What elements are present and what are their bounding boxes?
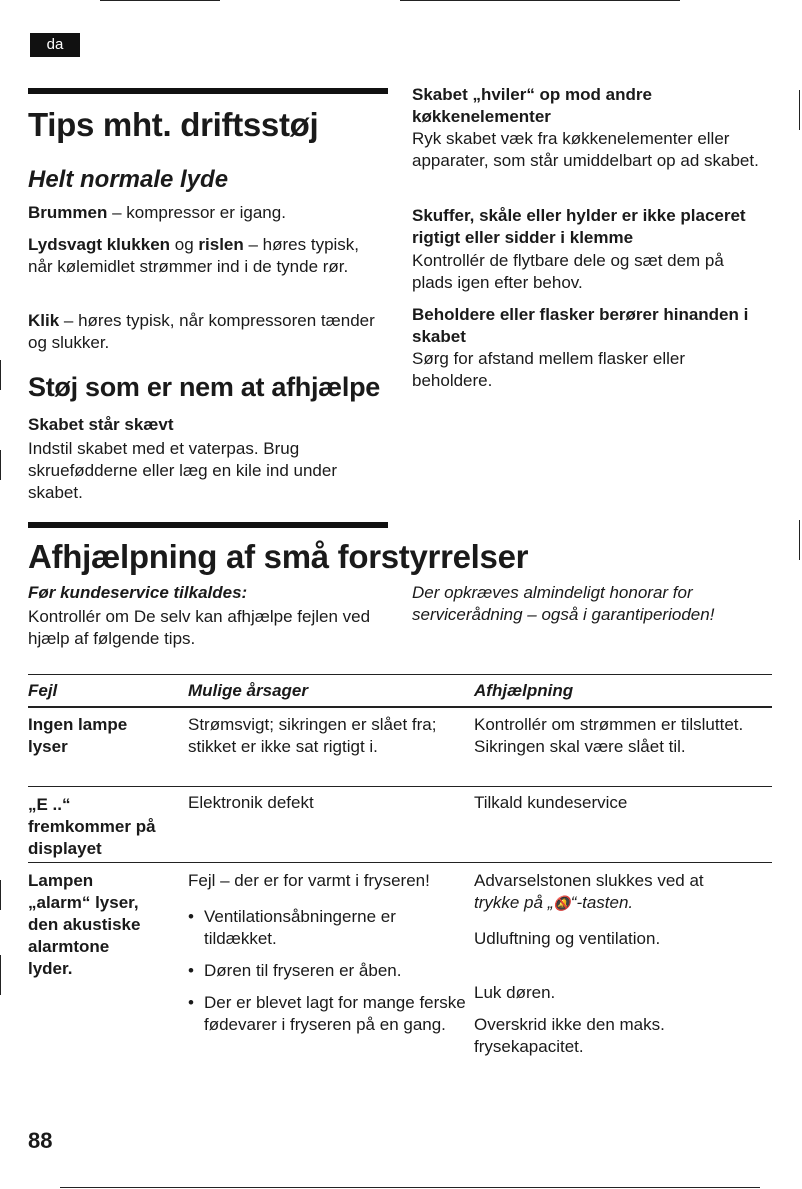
table-row: [28, 870, 772, 1110]
language-badge: da: [30, 33, 80, 57]
fixable-item-title: Skuffer, skåle eller hylder er ikke placeret rigtigt eller sidder i klemme: [412, 206, 746, 247]
remedy-cell: [474, 870, 772, 1068]
scan-edge-mark: [0, 955, 1, 995]
scan-edge-mark: [400, 0, 680, 1]
section-rule: [28, 88, 388, 94]
table-header-row: [28, 680, 772, 704]
section-title-faults: Afhjælpning af små forstyrrelser: [28, 538, 529, 575]
fixable-item-text: Sørg for afstand mellem flasker eller beholdere.: [412, 349, 686, 390]
table-row-rule: [28, 862, 772, 863]
normal-sound-item: Lydsvagt klukken og rislen – høres typisk, når kølemidlet strømmer ind i de tynde rør.: [28, 235, 360, 276]
fixable-item-text: Ryk skabet væk fra køkkenelementer eller apparater, som står umiddelbart op ad skabet.: [412, 129, 759, 170]
service-fee-note: Der opkræves almindeligt honorar for servicerådning – også i garantiperioden!: [412, 583, 715, 624]
cause-cell: Elektronik defekt: [188, 793, 314, 812]
cause-list: [188, 906, 468, 1036]
fixable-item-text: Indstil skabet med et vaterpas. Brug skruefødderne eller læg en kile ind under skabet.: [28, 439, 338, 502]
fixable-item-title: Skabet „hviler“ op mod andre køkkenelementer: [412, 85, 652, 126]
table-row-rule: [28, 786, 772, 787]
scan-edge-mark: [60, 1187, 760, 1188]
cause-cell: Strømsvigt; sikringen er slået fra; stikket er ikke sat rigtigt i.: [188, 715, 437, 756]
scan-edge-mark: [100, 0, 220, 1]
fixable-item-title: Beholdere eller flasker berører hinanden i skabet: [412, 305, 749, 346]
list-item: • Døren til fryseren er åben.: [188, 960, 468, 982]
remedy-cell: Kontrollér om strømmen er tilsluttet. Sikringen skal være slået til.: [474, 715, 744, 756]
fault-cell: Lampen „alarm“ lyser, den akustiske alarmtone lyder.: [28, 871, 141, 978]
list-item: • Der er blevet lagt for mange ferske fødevarer i fryseren på en gang.: [188, 992, 468, 1036]
header-cause: Mulige årsager: [188, 681, 308, 700]
table-top-rule: [28, 674, 772, 675]
list-item: • Ventilationsåbningerne er tildækket.: [188, 906, 468, 950]
normal-sounds-heading: Helt normale lyde: [28, 166, 229, 193]
cause-heading: Fejl – der er for varmt i fryseren!: [188, 871, 430, 890]
header-fault: Fejl: [28, 681, 58, 700]
normal-sound-item: Klik – høres typisk, når kompressoren tænder og slukker.: [28, 311, 375, 352]
fault-cell: „E ..“ fremkommer på displayet: [28, 795, 156, 858]
section-title-noise: Tips mht. driftsstøj: [28, 106, 319, 143]
remedy-heading: Advarselstonen slukkes ved at trykke på „🔕“-tasten.: [474, 871, 704, 912]
page-number: 88: [28, 1128, 53, 1153]
section-rule: [28, 522, 388, 528]
cause-cell: [188, 870, 468, 1046]
scan-edge-mark: [799, 520, 800, 560]
remedy-cell: Tilkald kundeservice: [474, 793, 628, 812]
intro-heading: Før kundeservice tilkaldes:: [28, 583, 248, 602]
intro-text: Kontrollér om De selv kan afhjælpe fejlen ved hjælp af følgende tips.: [28, 607, 371, 648]
scan-edge-mark: [0, 360, 1, 390]
alarm-off-key-icon: 🔕: [553, 895, 571, 911]
fixable-noise-heading: Støj som er nem at afhjælpe: [28, 372, 380, 402]
header-remedy: Afhjælpning: [474, 681, 574, 700]
scan-edge-mark: [0, 450, 1, 480]
table-header-rule: [28, 706, 772, 708]
table-row: [28, 714, 772, 784]
fixable-item-text: Kontrollér de flytbare dele og sæt dem på plads igen efter behov.: [412, 251, 724, 292]
fixable-item-title: Skabet står skævt: [28, 415, 174, 434]
fault-cell: Ingen lampe lyser: [28, 715, 128, 756]
remedy-item: Luk døren.: [474, 983, 556, 1002]
table-row: [28, 792, 772, 858]
normal-sound-item: Brummen – kompressor er igang.: [28, 203, 286, 222]
scan-edge-mark: [0, 880, 1, 910]
remedy-item: Udluftning og ventilation.: [474, 929, 661, 948]
scan-edge-mark: [799, 90, 800, 130]
remedy-item: Overskrid ikke den maks. frysekapacitet.: [474, 1015, 665, 1056]
